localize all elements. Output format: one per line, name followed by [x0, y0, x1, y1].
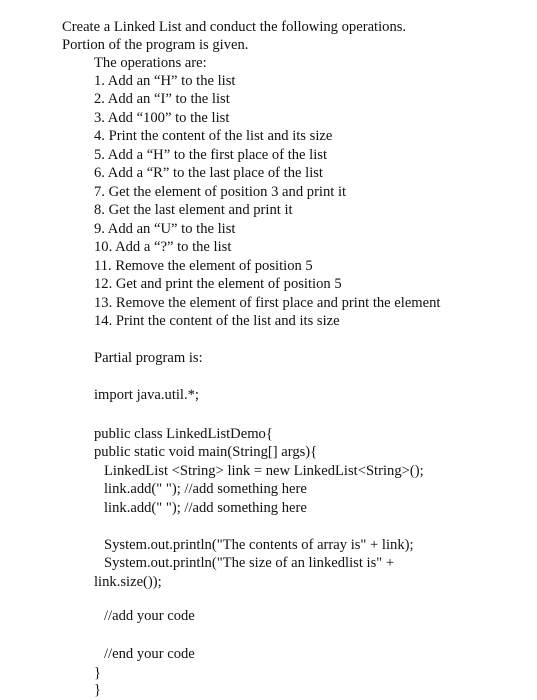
code-size-call: link.size()); — [94, 574, 162, 590]
code-println-size: System.out.println("The size of an linkedlist is" + — [104, 555, 395, 571]
code-println-contents: System.out.println("The contents of array is" + link); — [104, 537, 414, 553]
operations-heading: The operations are: — [94, 55, 207, 71]
code-import: import java.util.*; — [94, 387, 199, 403]
intro-line-1: Create a Linked List and conduct the following operations. — [62, 19, 407, 35]
operation-item: 5. Add a “H” to the first place of the list — [94, 147, 328, 163]
code-comment-add: //add your code — [104, 608, 195, 624]
operation-item: 11. Remove the element of position 5 — [94, 258, 313, 274]
code-add-line-1: link.add(" "); //add something here — [104, 481, 307, 497]
operation-item: 10. Add a “?” to the list — [94, 239, 232, 255]
code-close-brace-2: } — [94, 682, 102, 698]
operation-item: 7. Get the element of position 3 and print it — [94, 184, 347, 200]
operation-item: 8. Get the last element and print it — [94, 202, 293, 218]
code-close-brace-1: } — [94, 665, 102, 681]
operation-item: 1. Add an “H” to the list — [94, 73, 236, 89]
operation-item: 6. Add a “R” to the last place of the list — [94, 165, 323, 181]
operation-item: 9. Add an “U” to the list — [94, 221, 236, 237]
operation-item: 3. Add “100” to the list — [94, 110, 230, 126]
operation-item: 14. Print the content of the list and its size — [94, 313, 340, 329]
partial-program-heading: Partial program is: — [94, 350, 203, 366]
code-linkedlist-decl: LinkedList <String> link = new LinkedList<String>(); — [104, 463, 424, 479]
operation-item: 13. Remove the element of first place and print the element — [94, 295, 441, 311]
code-comment-end: //end your code — [104, 646, 195, 662]
operation-item: 2. Add an “I” to the list — [94, 91, 230, 107]
operation-item: 12. Get and print the element of position 5 — [94, 276, 342, 292]
code-main-decl: public static void main(String[] args){ — [94, 444, 318, 460]
intro-line-2: Portion of the program is given. — [62, 37, 249, 53]
operation-item: 4. Print the content of the list and its size — [94, 128, 333, 144]
code-class-decl: public class LinkedListDemo{ — [94, 426, 273, 442]
code-add-line-2: link.add(" "); //add something here — [104, 500, 307, 516]
